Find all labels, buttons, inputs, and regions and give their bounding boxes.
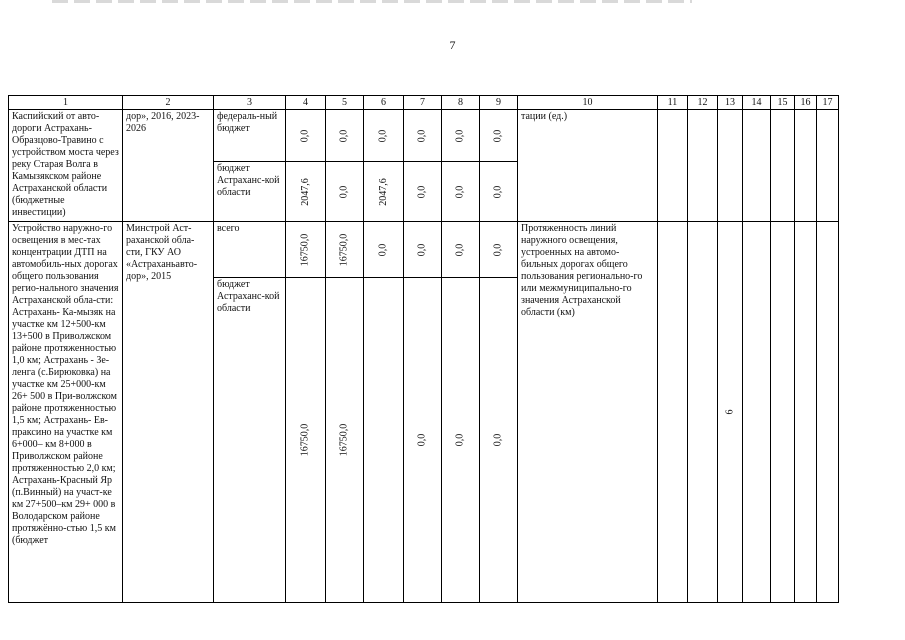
value: 0,0 <box>454 433 466 447</box>
value: 16750,0 <box>299 233 311 266</box>
measure-name: Устройство наружно-го освещения в мес-тах концентрации ДТП на автомобиль-ных дорогах общего пользования регио-нального значения Астраханской обла-сти: Астрахань- Ка-мызяк на участке км 12+500-км 13+500 в Приволжском районе протяженностью 1,0 км; Астрахань - Зе-ленга (с.Бирюковка) на участке км 25+000-км 26+ 500 в При-волжском районе протяженностью 1,5 км; Астрахань- Ев-праксино на участке км 6+000– км 8+000 в Приволжском районе протяженностью 2,0 км; Астрахань-Красный Яр (п.Винный) на участ-ке км 27+500–км 29+ 000 в Володарском районе протяжённо-стью 1,5 км (бюджет <box>12 223 119 546</box>
value: 0,0 <box>454 243 466 256</box>
column-header: 2 <box>123 96 214 110</box>
funding-source: федераль-ный бюджет <box>217 111 278 134</box>
funding-source-cell <box>214 222 286 278</box>
table-row <box>9 222 839 278</box>
value: 0,0 <box>454 129 466 142</box>
value: 0,0 <box>416 433 428 447</box>
empty-cell <box>743 222 771 603</box>
value-cell <box>364 162 404 222</box>
value-cell <box>286 222 326 278</box>
funding-source-cell <box>214 162 286 222</box>
value: 0,0 <box>492 243 504 256</box>
column-header: 7 <box>404 96 442 110</box>
value: 0,0 <box>492 433 504 447</box>
value: 0,0 <box>492 129 504 142</box>
funding-source: бюджет Астраханс-кой области <box>217 163 280 198</box>
target-value-cell <box>718 222 743 603</box>
funding-source: всего <box>217 223 240 234</box>
value-cell <box>442 278 480 603</box>
empty-cell <box>795 110 817 222</box>
column-header: 17 <box>817 96 839 110</box>
page-number: 7 <box>449 38 456 52</box>
column-header: 16 <box>795 96 817 110</box>
executor-text: дор», 2016, 2023-2026 <box>126 111 200 134</box>
column-number-row <box>9 96 839 110</box>
column-header: 6 <box>364 96 404 110</box>
column-header: 15 <box>771 96 795 110</box>
value-cell <box>286 162 326 222</box>
value: 16750,0 <box>299 423 311 457</box>
value: 16750,0 <box>338 423 350 457</box>
empty-cell <box>718 110 743 222</box>
indicator-cell <box>518 222 658 603</box>
value-cell <box>442 222 480 278</box>
column-header: 13 <box>718 96 743 110</box>
scan-artifact-line <box>52 0 692 3</box>
table-row <box>9 110 839 162</box>
value-cell <box>364 110 404 162</box>
value-cell <box>442 110 480 162</box>
value-cell <box>404 222 442 278</box>
value-cell <box>480 278 518 603</box>
value-cell <box>480 222 518 278</box>
value-cell <box>286 110 326 162</box>
measure-name: Каспийский от авто-дороги Астрахань-Образцово-Травино с устройством моста через реку Старая Волга в Камызякском районе Астраханской области (бюджетные инвестиции) <box>12 111 119 218</box>
empty-cell <box>743 110 771 222</box>
column-header: 12 <box>688 96 718 110</box>
measure-name-cell <box>9 110 123 222</box>
value-cell <box>286 278 326 603</box>
value: 0,0 <box>416 129 428 142</box>
value-cell <box>326 110 364 162</box>
value-cell <box>442 162 480 222</box>
column-header: 4 <box>286 96 326 110</box>
empty-cell <box>658 222 688 603</box>
value: 2047,6 <box>377 177 389 206</box>
value: 0,0 <box>377 129 389 142</box>
empty-cell <box>771 110 795 222</box>
value-cell <box>364 278 404 603</box>
program-table <box>8 95 839 603</box>
value-cell <box>326 278 364 603</box>
empty-cell <box>817 110 839 222</box>
value: 0,0 <box>338 129 350 142</box>
value: 0,0 <box>377 243 389 256</box>
value-cell <box>326 222 364 278</box>
funding-source-cell <box>214 278 286 603</box>
empty-cell <box>817 222 839 603</box>
executor-cell <box>123 222 214 603</box>
column-header: 14 <box>743 96 771 110</box>
value: 0,0 <box>416 243 428 256</box>
value-cell <box>404 278 442 603</box>
funding-source: бюджет Астраханс-кой области <box>217 279 280 314</box>
value-cell <box>326 162 364 222</box>
empty-cell <box>658 110 688 222</box>
value-cell <box>404 162 442 222</box>
value: 0,0 <box>299 129 311 142</box>
column-header: 9 <box>480 96 518 110</box>
column-header: 3 <box>214 96 286 110</box>
value-cell <box>480 110 518 162</box>
empty-cell <box>771 222 795 603</box>
target-value: 6 <box>724 409 735 415</box>
value: 0,0 <box>454 185 466 198</box>
executor-text: Минстрой Аст-раханской обла-сти, ГКУ АО «Астраханьавто-дор», 2015 <box>126 223 198 282</box>
value-cell <box>480 162 518 222</box>
column-header: 11 <box>658 96 688 110</box>
value: 0,0 <box>338 185 350 198</box>
empty-cell <box>688 222 718 603</box>
measure-name-cell <box>9 222 123 603</box>
indicator-cell <box>518 110 658 222</box>
value: 0,0 <box>416 185 428 198</box>
column-header: 5 <box>326 96 364 110</box>
indicator-text: тации (ед.) <box>521 111 568 122</box>
value-cell <box>404 110 442 162</box>
value: 0,0 <box>492 185 504 198</box>
value: 16750,0 <box>338 233 350 266</box>
column-header: 8 <box>442 96 480 110</box>
empty-cell <box>688 110 718 222</box>
column-header: 10 <box>518 96 658 110</box>
value-cell <box>364 222 404 278</box>
funding-source-cell <box>214 110 286 162</box>
empty-cell <box>795 222 817 603</box>
indicator-text: Протяженность линий наружного освещения, устроенных на автомо-бильных дорогах общего пользования регионально-го или межмуниципально-го значения Астраханской области (км) <box>521 223 643 318</box>
value: 2047,6 <box>299 177 311 206</box>
column-header: 1 <box>9 96 123 110</box>
executor-cell <box>123 110 214 222</box>
